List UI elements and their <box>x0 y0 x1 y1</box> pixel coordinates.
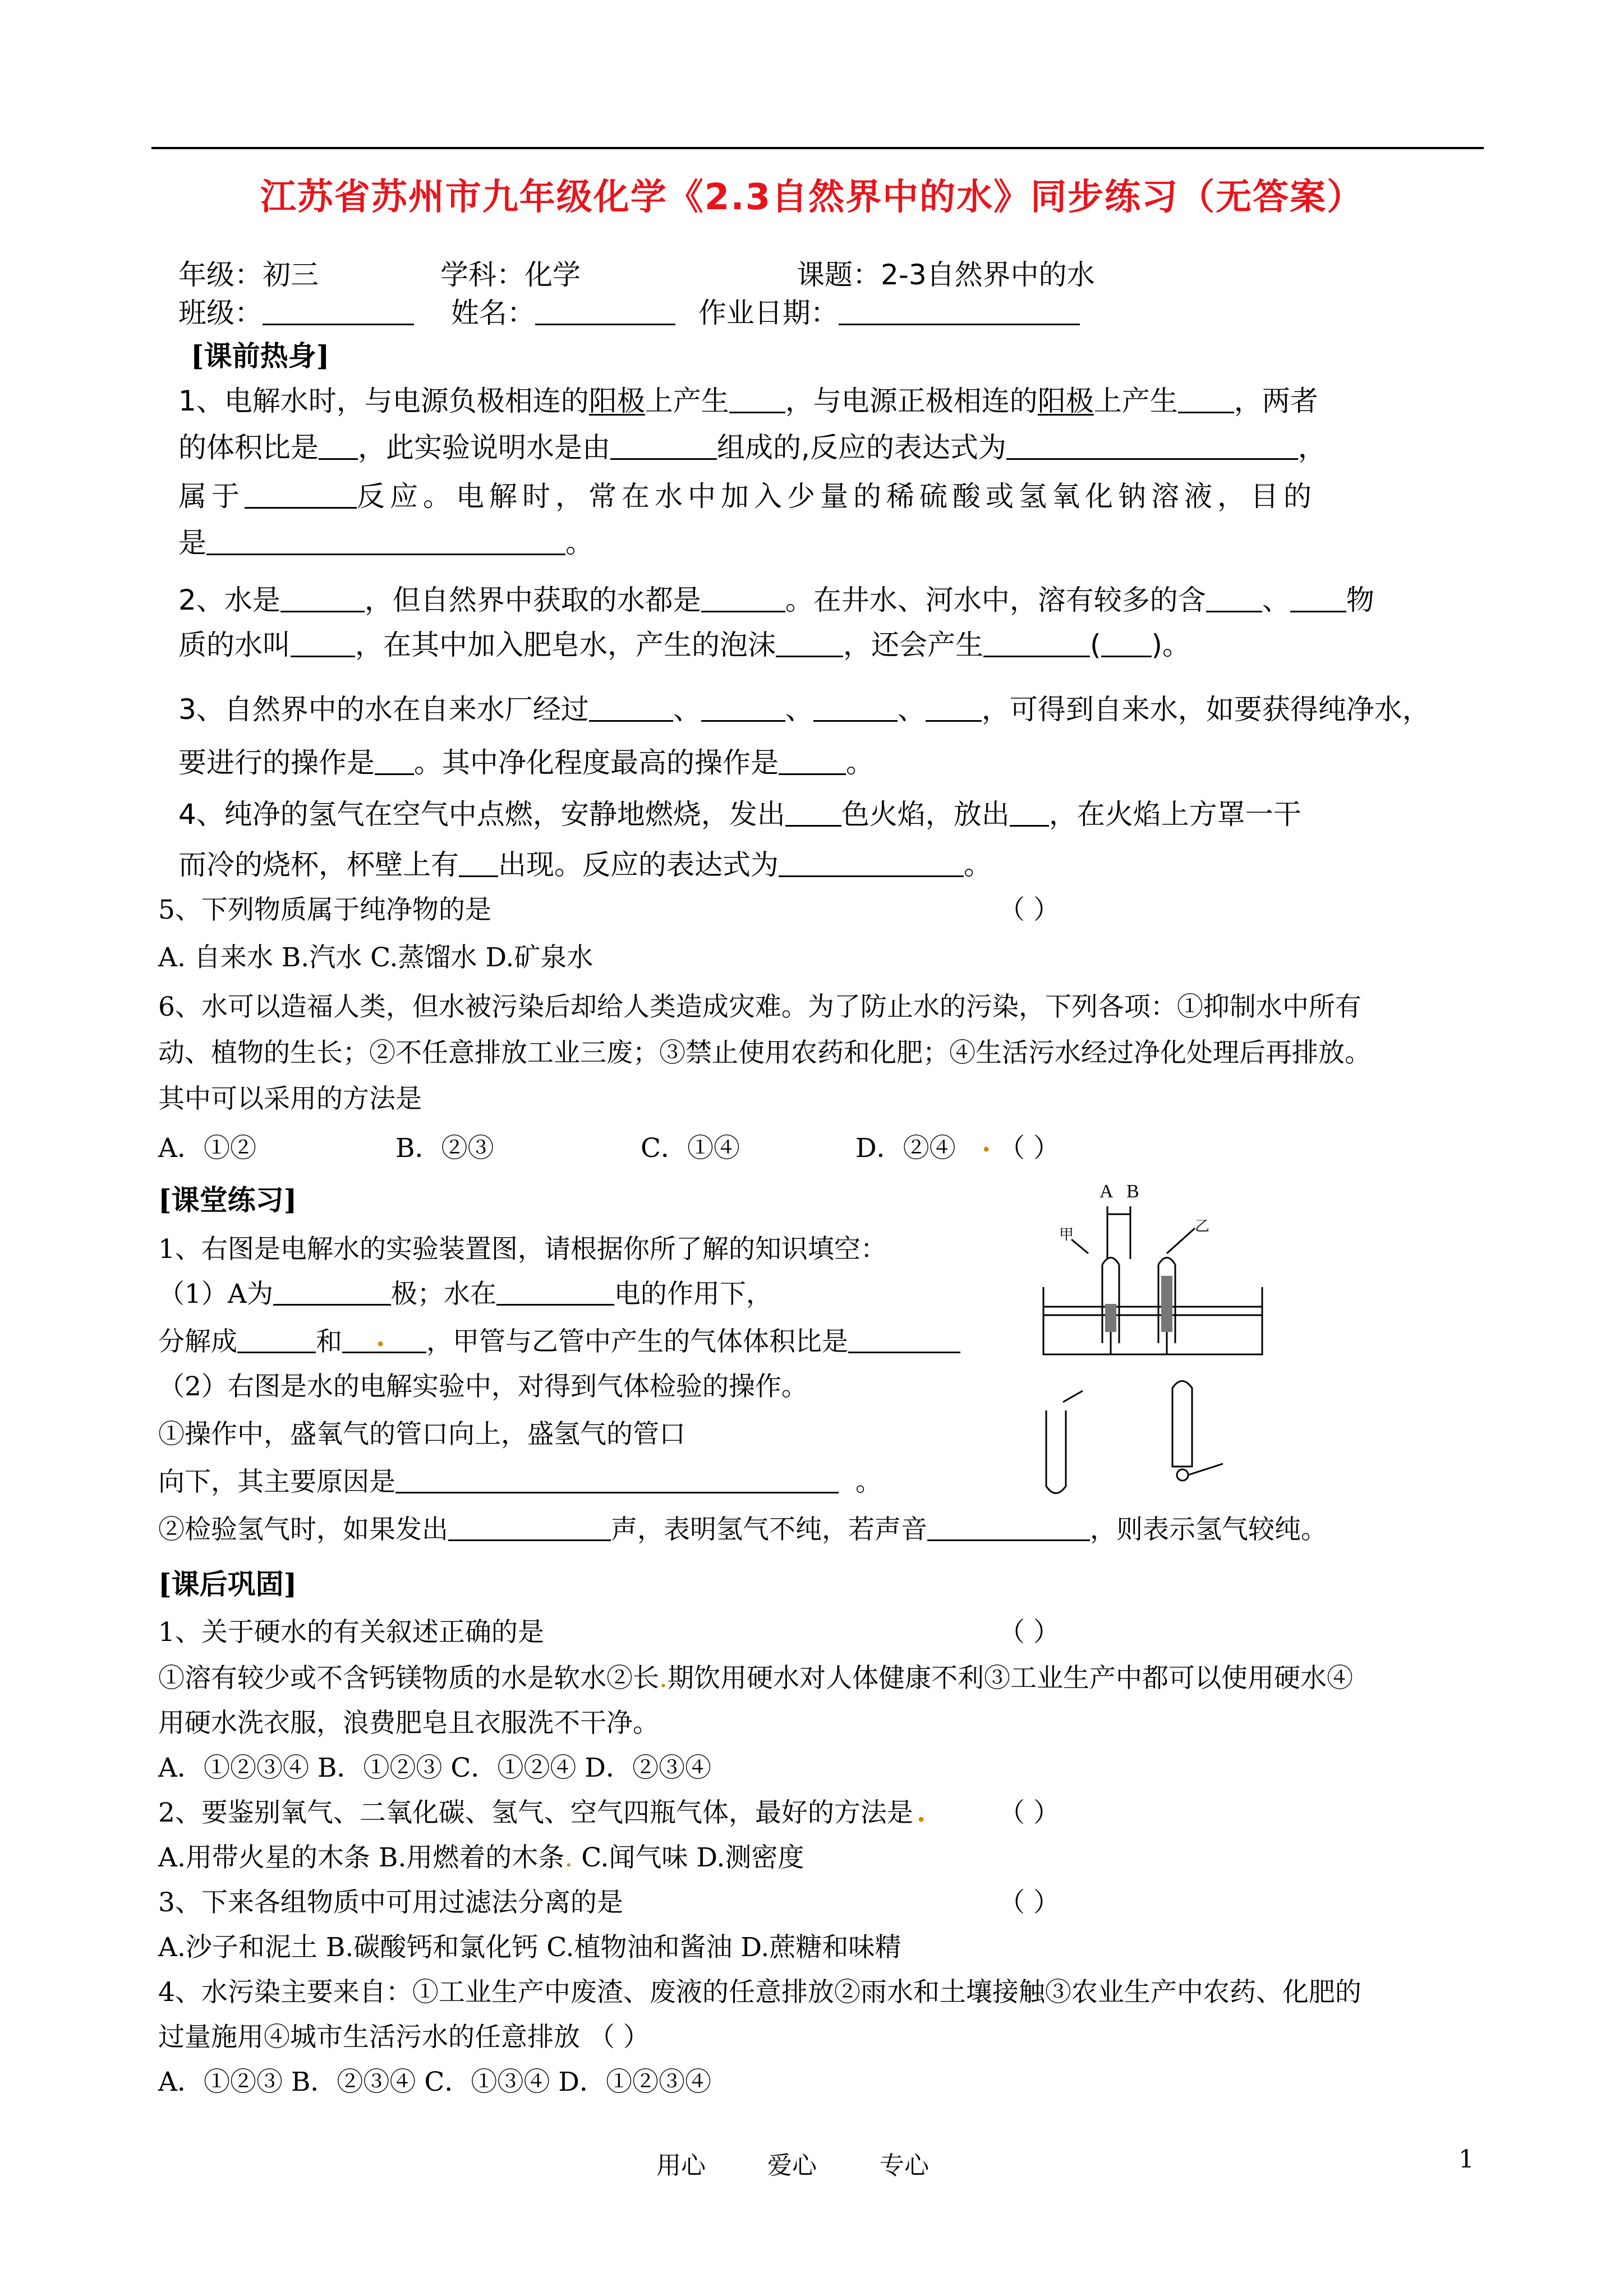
warmup-q4-line1: 4、纯净的氢气在空气中点燃，安静地燃烧，发出 色火焰，放出 ，在火焰上方罩一干 <box>178 798 1301 831</box>
date-blank[interactable] <box>839 296 1080 325</box>
warmup-q1-line2: 的体积比是 ，此实验说明水是由 组成的,反应的表达式为 ， <box>178 431 1326 464</box>
info-grade: 年级：初三 <box>178 259 319 291</box>
homework-q1-options: A．①②③④ B．①②③ C．①②④ D．②③④ <box>158 1753 711 1783</box>
page-title: 江苏省苏州市九年级化学《2.3自然界中的水》同步练习（无答案） <box>260 177 1364 218</box>
section-homework: [课后巩固] <box>158 1567 297 1601</box>
classwork-p6: ②检验氢气时，如果发出 声，表明氢气不纯，若声音 ，则表示氢气较纯。 <box>158 1509 1327 1546</box>
blank[interactable] <box>927 1513 1090 1541</box>
blank[interactable] <box>1101 628 1152 657</box>
name-blank[interactable] <box>535 296 675 325</box>
blank[interactable] <box>701 583 785 612</box>
blank[interactable] <box>1206 583 1262 612</box>
homework-q3-stem: 3、下来各组物质中可用过滤法分离的是 <box>158 1887 623 1918</box>
warmup-q5-paren[interactable]: （ ） <box>999 895 1060 925</box>
blank[interactable] <box>701 692 785 722</box>
warmup-q1-line4: 是 。 <box>178 527 594 559</box>
warmup-q6-line3: 其中可以采用的方法是 <box>158 1084 422 1114</box>
blank[interactable] <box>729 384 785 413</box>
info-class-line <box>178 291 1080 331</box>
name-label: 姓名： <box>450 297 535 329</box>
info-topic: 课题：2-3自然界中的水 <box>797 259 1095 291</box>
blank[interactable] <box>779 847 964 877</box>
homework-q1-stem: 1、关于硬水的有关叙述正确的是 <box>158 1617 544 1648</box>
homework-q2-options: A.用带火星的木条 B.用燃着的木条. C.闻气味 D.测密度 <box>158 1842 804 1873</box>
blank[interactable] <box>1010 797 1049 827</box>
classwork-p5: 向下，其主要原因是 。 <box>158 1461 882 1499</box>
blank[interactable] <box>813 692 898 722</box>
blank[interactable] <box>496 1278 614 1306</box>
homework-q4-line2: 过量施用④城市生活污水的任意排放 （ ） <box>158 2022 650 2053</box>
blank[interactable] <box>448 1513 611 1541</box>
blank[interactable] <box>291 628 355 657</box>
warmup-q5-stem: 5、下列物质属于纯净物的是 <box>158 895 491 925</box>
figure-label-jia: 甲 <box>1059 1227 1074 1243</box>
blank[interactable] <box>273 1278 391 1306</box>
classwork-p3: （2）右图是水的电解实验中，对得到气体检验的操作。 <box>158 1371 808 1402</box>
blank[interactable] <box>237 1325 316 1353</box>
date-label: 作业日期： <box>698 297 839 329</box>
blank[interactable] <box>1290 583 1346 612</box>
classwork-p1: （1）A为 极；水在 电的作用下， <box>158 1273 772 1311</box>
warmup-q4-line2: 而冷的烧杯，杯壁上有 出现。反应的表达式为 。 <box>178 849 992 881</box>
homework-q3-options: A.沙子和泥土 B.碳酸钙和氯化钙 C.植物油和酱油 D.蔗糖和味精 <box>158 1932 901 1963</box>
blank[interactable] <box>610 430 717 460</box>
blank[interactable] <box>785 797 841 827</box>
blank[interactable]: . <box>342 1325 426 1353</box>
figure-label-b: B <box>1126 1181 1139 1202</box>
classwork-p4: ①操作中，盛氧气的管口向上，盛氢气的管口 <box>158 1419 686 1450</box>
homework-q2-stem: 2、要鉴别氧气、二氧化碳、氢气、空气四瓶气体，最好的方法是 . <box>158 1797 926 1828</box>
blank[interactable] <box>926 692 982 722</box>
blank[interactable] <box>280 583 365 612</box>
homework-q1-line2: ①溶有较少或不含钙镁物质的水是软水②长.期饮用硬水对人体健康不利③工业生产中都可以使用硬水④ <box>158 1663 1353 1694</box>
footer-aixin: 爱心 <box>767 2151 817 2180</box>
page-number: 1 <box>1459 2145 1474 2174</box>
footer-zhuanxin: 专心 <box>880 2151 929 2180</box>
classwork-q1-stem: 1、右图是电解水的实验装置图，请根据你所了解的知识填空： <box>158 1234 887 1265</box>
section-warmup: [课前热身] <box>191 339 330 372</box>
figure-label-yi: 乙 <box>1195 1218 1210 1234</box>
warmup-q2-line1: 2、水是 ，但自然界中获取的水都是 。在井水、河水中，溶有较多的含 、 物 <box>178 584 1374 616</box>
warmup-q5-options: A. 自来水 B.汽水 C.蒸馏水 D.矿泉水 <box>158 942 594 973</box>
class-label: 班级： <box>178 297 263 329</box>
warmup-q6-opt-a: A．①② <box>158 1133 256 1164</box>
blank[interactable] <box>848 1325 960 1353</box>
blank[interactable] <box>375 745 414 775</box>
blank[interactable] <box>206 525 565 555</box>
footer-yongxin: 用心 <box>656 2151 706 2180</box>
blank[interactable] <box>776 628 843 657</box>
warmup-q6-opt-c: C．①④ <box>641 1133 740 1164</box>
classwork-p2: 分解成 和 . ，甲管与乙管中产生的气体体积比是 <box>158 1321 960 1358</box>
homework-q3-paren[interactable]: （ ） <box>999 1887 1060 1918</box>
blank[interactable] <box>1178 384 1234 413</box>
warmup-q6-line1: 6、水可以造福人类，但水被污染后却给人类造成灾难。为了防止水的污染，下列各项：①抑制水中所有 <box>158 992 1361 1022</box>
warmup-q6-dot: . <box>982 1127 991 1158</box>
class-blank[interactable] <box>263 296 414 325</box>
homework-q1-paren[interactable]: （ ） <box>999 1617 1060 1648</box>
blank[interactable] <box>1006 430 1298 460</box>
info-subject: 学科：化学 <box>440 259 581 291</box>
figure-label-a: A <box>1099 1181 1114 1202</box>
homework-q2-paren[interactable]: （ ） <box>999 1797 1060 1828</box>
warmup-q2-line2: 质的水叫 ，在其中加入肥皂水，产生的泡沫 ，还会产生 ( )。 <box>178 629 1191 661</box>
warmup-q1-line3: 属于 反应。电解时，常在水中加入少量的稀硫酸或氢氧化钠溶液，目的 <box>178 480 1317 513</box>
blank[interactable] <box>589 692 673 722</box>
electrolysis-apparatus-figure <box>1032 1175 1273 1500</box>
header-rule <box>151 147 1484 149</box>
warmup-q3-line2: 要进行的操作是 。其中净化程度最高的操作是 。 <box>178 746 874 779</box>
warmup-q6-opt-d: D．②④ <box>855 1133 956 1164</box>
homework-q4-options: A．①②③ B．②③④ C．①③④ D．①②③④ <box>158 2067 711 2097</box>
warmup-q3-line1: 3、自然界中的水在自来水厂经过 、 、 、 ，可得到自来水，如要获得纯净水， <box>178 693 1430 726</box>
homework-q1-line3: 用硬水洗衣服，浪费肥皂且衣服洗不干净。 <box>158 1708 659 1739</box>
warmup-q6-paren[interactable]: （ ） <box>999 1133 1060 1164</box>
warmup-q1-line1: 1、电解水时，与电源负极相连的阳极上产生 ，与电源正极相连的阳极上产生 ，两者 <box>178 385 1318 417</box>
blank[interactable] <box>983 628 1090 657</box>
warmup-q6-opt-b: B．②③ <box>395 1133 494 1164</box>
blank[interactable] <box>245 479 357 509</box>
blank[interactable] <box>779 745 846 775</box>
blank[interactable] <box>459 847 498 877</box>
homework-q4-line1: 4、水污染主要来自：①工业生产中废渣、废液的任意排放②雨水和土壤接触③农业生产中农药、化肥的 <box>158 1977 1361 2008</box>
section-classwork: [课堂练习] <box>158 1183 297 1216</box>
blank[interactable] <box>319 430 358 460</box>
warmup-q6-line2: 动、植物的生长；②不任意排放工业三废；③禁止使用农药和化肥；④生活污水经过净化处理后再排放。 <box>158 1038 1371 1068</box>
blank[interactable] <box>395 1465 839 1493</box>
